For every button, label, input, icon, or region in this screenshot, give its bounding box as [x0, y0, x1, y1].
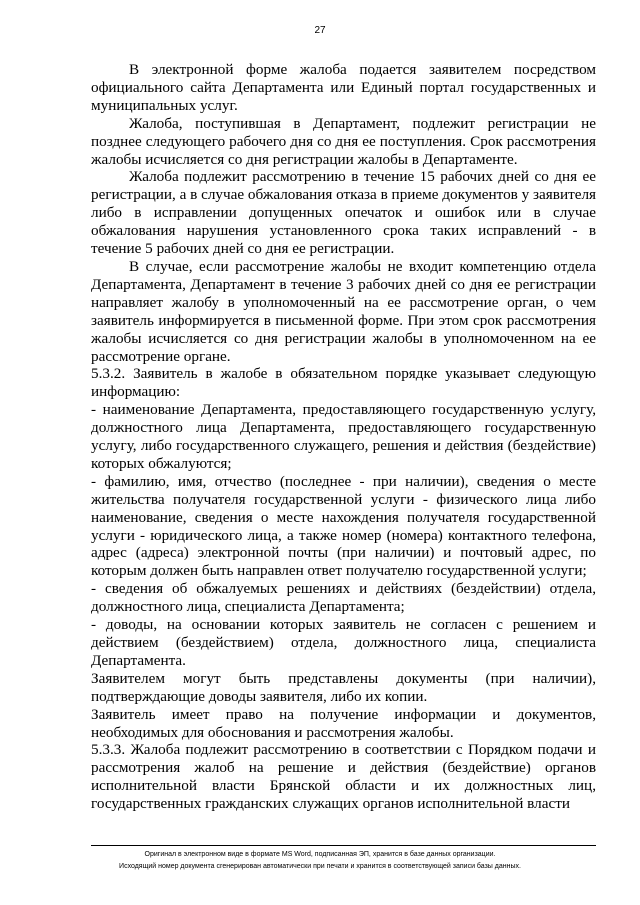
list-item-arguments: - доводы, на основании которых заявитель не согласен с решением и действием (бездействием) отдела, должностного лица, специалиста Департамента.	[91, 616, 596, 669]
footer-line-original: Оригинал в электронном виде в формате MS Word, подписанная ЭП, хранится в базе данных организации.	[144, 851, 496, 858]
paragraph-right-to-information: Заявитель имеет право на получение информации и документов, необходимых для обоснования и рассмотрения жалобы.	[91, 705, 596, 741]
list-item-applicant-details: - фамилию, имя, отчество (последнее - при наличии), сведения о месте жительства получателя государственной услуги - физического лица либо наименование, сведения о месте нахождения получателя государственной услуги - юридического лица, а также номер (номера) контактного телефона, адрес (адреса) электронной почты (при наличии) и почтовый адрес, по которым должен быть направлен ответ получателю государственной услуги;	[91, 472, 596, 580]
footer-divider	[91, 845, 596, 846]
footer-line-document-number: Исходящий номер документа сгенерирован автоматически при печати и хранится в соответствующей записи базы данных.	[119, 863, 521, 870]
paragraph-redirect: В случае, если рассмотрение жалобы не входит компетенцию отдела Департамента, Департамент в течение 3 рабочих дней со дня ее регистрации направляет жалобу в уполномоченный на ее рассмотрение орган, о чем заявитель информируется в письменной форме. При этом срок рассмотрения жалобы исчисляется со дня регистрации жалобы в уполномоченном на ее рассмотрение органе.	[91, 257, 596, 365]
footer	[40, 849, 600, 873]
paragraph-registration: Жалоба, поступившая в Департамент, подлежит регистрации не позднее следующего рабочего дня со дня ее поступления. Срок рассмотрения жалобы исчисляется со дня регистрации жалобы в Департаменте.	[91, 114, 596, 168]
paragraph-5-3-2-heading: 5.3.2. Заявитель в жалобе в обязательном порядке указывает следующую информацию:	[91, 365, 596, 401]
page-number: 27	[314, 25, 326, 36]
paragraph-5-3-3: 5.3.3. Жалоба подлежит рассмотрению в соответствии с Порядком подачи и рассмотрения жалоб на решение и действия (бездействие) органов исполнительной власти Брянской области и их должностных лиц, государственных гражданских служащих органов исполнительной власти	[91, 741, 596, 813]
list-item-department-name: - наименование Департамента, предоставляющего государственную услугу, должностного лица Департамента, предоставляющего государственную услугу, либо государственного служащего, решения и действия (бездействие) которых обжалуются;	[91, 401, 596, 472]
document-body	[91, 61, 596, 813]
list-item-appealed-decisions: - сведения об обжалуемых решениях и действиях (бездействии) отдела, должностного лица, специалиста Департамента;	[91, 580, 596, 616]
paragraph-review-period: Жалоба подлежит рассмотрению в течение 15 рабочих дней со дня ее регистрации, а в случае обжалования отказа в приеме документов у заявителя либо в исправлении допущенных опечаток и ошибок или в случае обжалования нарушения установленного срока таких исправлений - в течение 5 рабочих дней со дня ее регистрации.	[91, 168, 597, 258]
paragraph-submission-electronic: В электронной форме жалоба подается заявителем посредством официального сайта Департамента или Единый портал государственных и муниципальных услуг.	[91, 61, 596, 114]
paragraph-supporting-documents: Заявителем могут быть представлены документы (при наличии), подтверждающие доводы заявителя, либо их копии.	[91, 669, 596, 705]
